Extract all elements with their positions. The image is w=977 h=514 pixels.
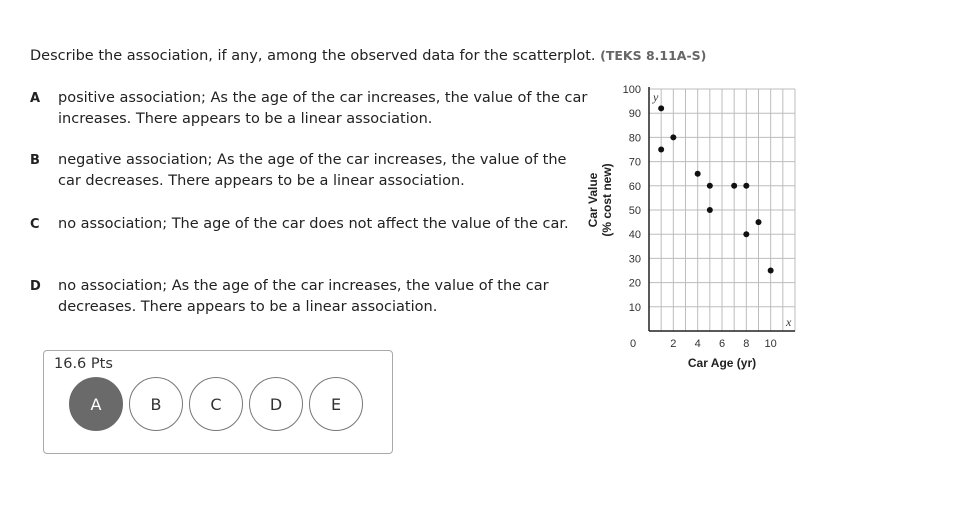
choice-a-text: positive association; As the age of the car increases, the value of the car increases. There appears to be a linear association. [58,90,588,127]
x-axis-title: Car Age (yr) [687,356,757,370]
answer-option-d[interactable]: D [249,377,303,431]
answer-option-b[interactable]: B [129,377,183,431]
choice-b-text: negative association; As the age of the car increases, the value of the car decreases. There appears to be a linear association. [58,152,567,189]
data-point [707,207,713,213]
y-tick-label: 20 [628,277,641,290]
y-axis-title: Car Value [586,172,600,228]
y-tick-label: 100 [622,84,641,96]
y-tick-label: 90 [628,108,641,121]
x-tick-label: 4 [694,338,701,350]
choice-b-letter: B [30,153,40,168]
y-tick-label: 70 [628,156,641,169]
x-tick-label: 2 [670,338,677,350]
choice-d-letter: D [30,279,41,294]
y-tick-label: 40 [628,229,641,242]
x-tick-label: 6 [718,338,726,350]
origin-label: 0 [630,338,637,350]
data-point [743,231,749,237]
data-point [658,147,664,153]
data-point [658,105,664,111]
data-point [731,183,737,189]
y-tick-label: 60 [628,180,641,193]
x-axis-letter: x [786,315,792,329]
x-tick-labels [670,338,777,350]
data-point [670,134,676,140]
x-tick-label: 10 [764,338,777,350]
data-point [768,268,774,274]
choice-c-text: no association; The age of the car does not affect the value of the car. [58,216,569,232]
data-point [695,171,701,177]
y-axis-subtitle: (% cost new) [600,163,614,237]
y-tick-label: 50 [628,205,641,217]
answer-option-a[interactable]: A [69,377,123,431]
data-point [743,183,749,189]
question-text: Describe the association, if any, among the observed data for the scatterplot. [30,48,596,64]
y-tick-label: 30 [628,253,641,266]
data-points [658,105,774,273]
question-ref: (TEKS 8.11A-S) [600,48,707,63]
y-axis-letter: y [653,90,659,104]
y-tick-label: 80 [628,132,641,145]
choice-a-letter: A [30,91,41,106]
y-tick-label: 10 [628,301,641,314]
chart-grid [649,89,795,331]
data-point [756,219,762,225]
answer-option-e[interactable]: E [309,377,363,431]
data-point [707,183,713,189]
y-tick-labels [623,84,641,314]
choice-d-text: no association; As the age of the car increases, the value of the car decreases. There appears to be a linear association. [58,278,549,315]
points-label: 16.6 Pts [54,356,113,372]
choice-c-letter: C [30,217,40,232]
x-tick-label: 8 [743,338,750,350]
answer-option-c[interactable]: C [189,377,243,431]
